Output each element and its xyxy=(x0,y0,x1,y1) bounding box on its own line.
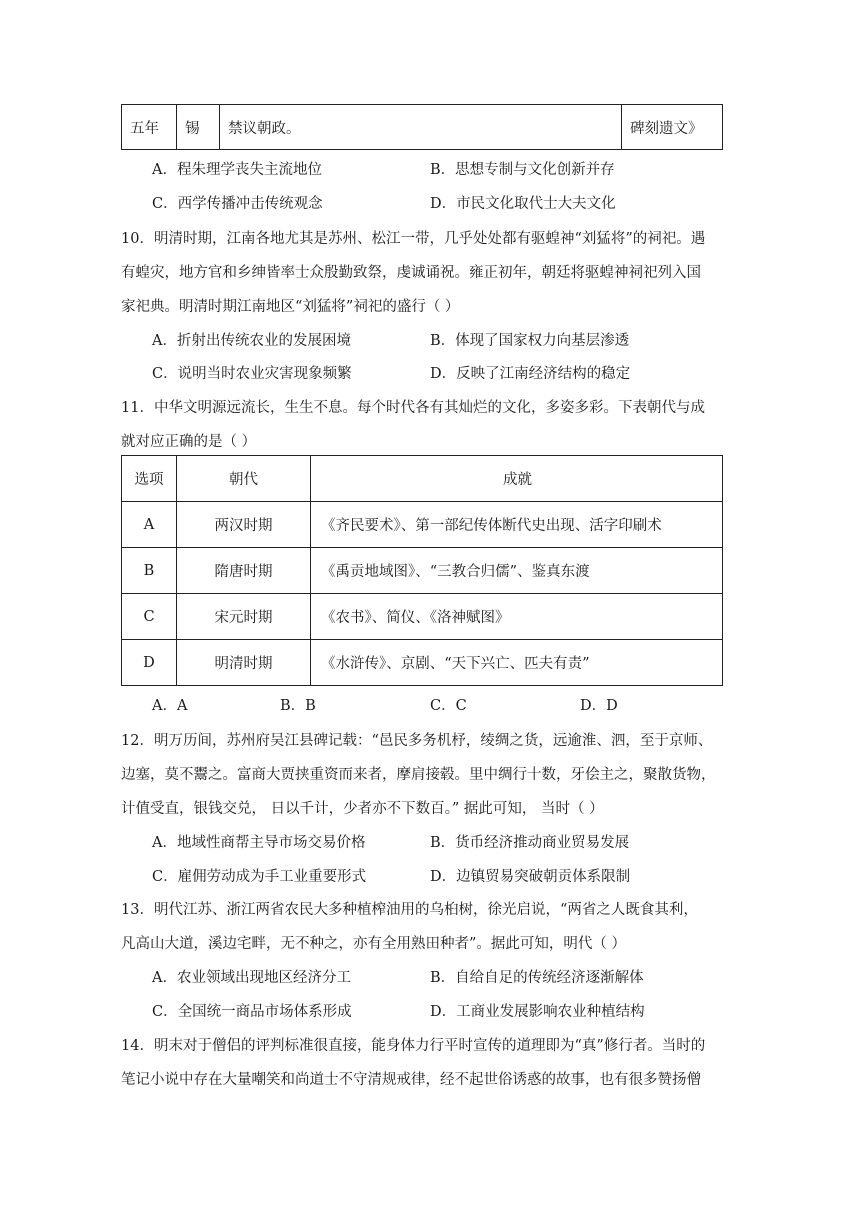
q11-option-a: A．A xyxy=(152,698,188,714)
q11-option-b: B．B xyxy=(280,698,316,714)
table-cell: 明清时期 xyxy=(177,640,311,686)
table-cell: 《齐民要术》、第一部纪传体断代史出现、活字印刷术 xyxy=(311,502,723,548)
table-cell: C xyxy=(122,594,177,640)
q13-option-a: A．农业领域出现地区经济分工 xyxy=(152,970,351,986)
table-cell: D xyxy=(122,640,177,686)
q10-stem-line: 家祀典。明清时期江南地区“刘猛将”祠祀的盛行（ ） xyxy=(121,299,460,315)
q10-option-d: D．反映了江南经济结构的稳定 xyxy=(430,366,631,382)
table-cell: 《禹贡地域图》、“三教合归儒”、鉴真东渡 xyxy=(311,548,723,594)
table-cell: 《农书》、简仪、《洛神赋图》 xyxy=(311,594,723,640)
q11-stem-line: 就对应正确的是（ ） xyxy=(121,434,257,450)
table-row xyxy=(122,640,723,686)
table-header-row xyxy=(122,456,723,502)
table-row xyxy=(122,594,723,640)
table-header: 朝代 xyxy=(177,456,311,502)
q11-option-c: C．C xyxy=(430,698,467,714)
q9-option-c: C．西学传播冲击传统观念 xyxy=(152,196,323,212)
q11-stem-line: 11．中华文明源远流长，生生不息。每个时代各有其灿烂的文化，多姿多彩。下表朝代与成 xyxy=(121,400,705,416)
q10-option-b: B．体现了国家权力向基层渗透 xyxy=(430,333,630,349)
q12-option-c: C．雇佣劳动成为手工业重要形式 xyxy=(152,869,367,885)
table-cell: 禁议朝政。 xyxy=(220,105,622,150)
table-cell: 《水浒传》、京剧、“天下兴亡、匹夫有责” xyxy=(311,640,723,686)
q12-stem-line: 边塞，莫不鬻之。富商大贾挟重资而来者，摩肩接毂。里中绸行十数，牙侩主之，聚散货物， xyxy=(121,767,716,783)
q14-stem-line: 笔记小说中存在大量嘲笑和尚道士不守清规戒律，经不起世俗诱惑的故事，也有很多赞扬僧 xyxy=(121,1072,701,1088)
table-row xyxy=(122,548,723,594)
table-header: 选项 xyxy=(122,456,177,502)
table-row xyxy=(122,502,723,548)
table-cell: 两汉时期 xyxy=(177,502,311,548)
table-header: 成就 xyxy=(311,456,723,502)
q10-stem-line: 10．明清时期，江南各地尤其是苏州、松江一带，几乎处处都有驱蝗神“刘猛将”的祠祀。遇 xyxy=(121,231,706,247)
q12-option-d: D．边镇贸易突破朝贡体系限制 xyxy=(430,869,631,885)
q11-table xyxy=(121,455,723,686)
q13-stem-line: 13．明代江苏、浙江两省农民大多种植榨油用的乌桕树，徐光启说，“两省之人既食其利， xyxy=(121,902,698,918)
q12-stem-line: 计值受直，银钱交兑， 日以千计，少者亦不下数百。” 据此可知， 当时（ ） xyxy=(121,801,604,817)
q13-option-b: B．自给自足的传统经济逐渐解体 xyxy=(430,970,644,986)
table-cell: 五年 xyxy=(122,105,177,150)
q10-option-c: C．说明当时农业灾害现象频繁 xyxy=(152,366,352,382)
q12-stem-line: 12．明万历间，苏州府吴江县碑记载：“邑民多务机杼，绫绸之货，远逾淮、泗，至于京师、 xyxy=(121,733,713,749)
q13-option-d: D．工商业发展影响农业种植结构 xyxy=(430,1004,645,1020)
q12-option-a: A．地域性商帮主导市场交易价格 xyxy=(152,835,366,851)
table-cell: 锡 xyxy=(177,105,220,150)
q10-stem-line: 有蝗灾，地方官和乡绅皆率士众殷勤致祭，虔诚诵祝。雍正初年，朝廷将驱蝗神祠祀列入国 xyxy=(121,265,701,281)
table-cell: B xyxy=(122,548,177,594)
q9-option-b: B．思想专制与文化创新并存 xyxy=(430,162,615,178)
q12-option-b: B．货币经济推动商业贸易发展 xyxy=(430,835,630,851)
q11-option-d: D．D xyxy=(580,698,618,714)
q13-option-c: C．全国统一商品市场体系形成 xyxy=(152,1004,352,1020)
continued-table xyxy=(121,104,723,150)
table-cell: 隋唐时期 xyxy=(177,548,311,594)
table-cell: 碑刻遗文》 xyxy=(622,105,723,150)
q10-option-a: A．折射出传统农业的发展困境 xyxy=(152,333,351,349)
table-cell: 宋元时期 xyxy=(177,594,311,640)
q13-stem-line: 凡高山大道，溪边宅畔，无不种之，亦有全用熟田种者”。据此可知，明代（ ） xyxy=(121,936,627,952)
table-cell: A xyxy=(122,502,177,548)
q14-stem-line: 14．明末对于僧侣的评判标准很直接，能身体力行平时宣传的道理即为“真”修行者。当时的 xyxy=(121,1038,706,1054)
q9-option-d: D．市民文化取代士大夫文化 xyxy=(430,196,616,212)
q9-option-a: A．程朱理学丧失主流地位 xyxy=(152,162,322,178)
table-row xyxy=(122,105,723,150)
